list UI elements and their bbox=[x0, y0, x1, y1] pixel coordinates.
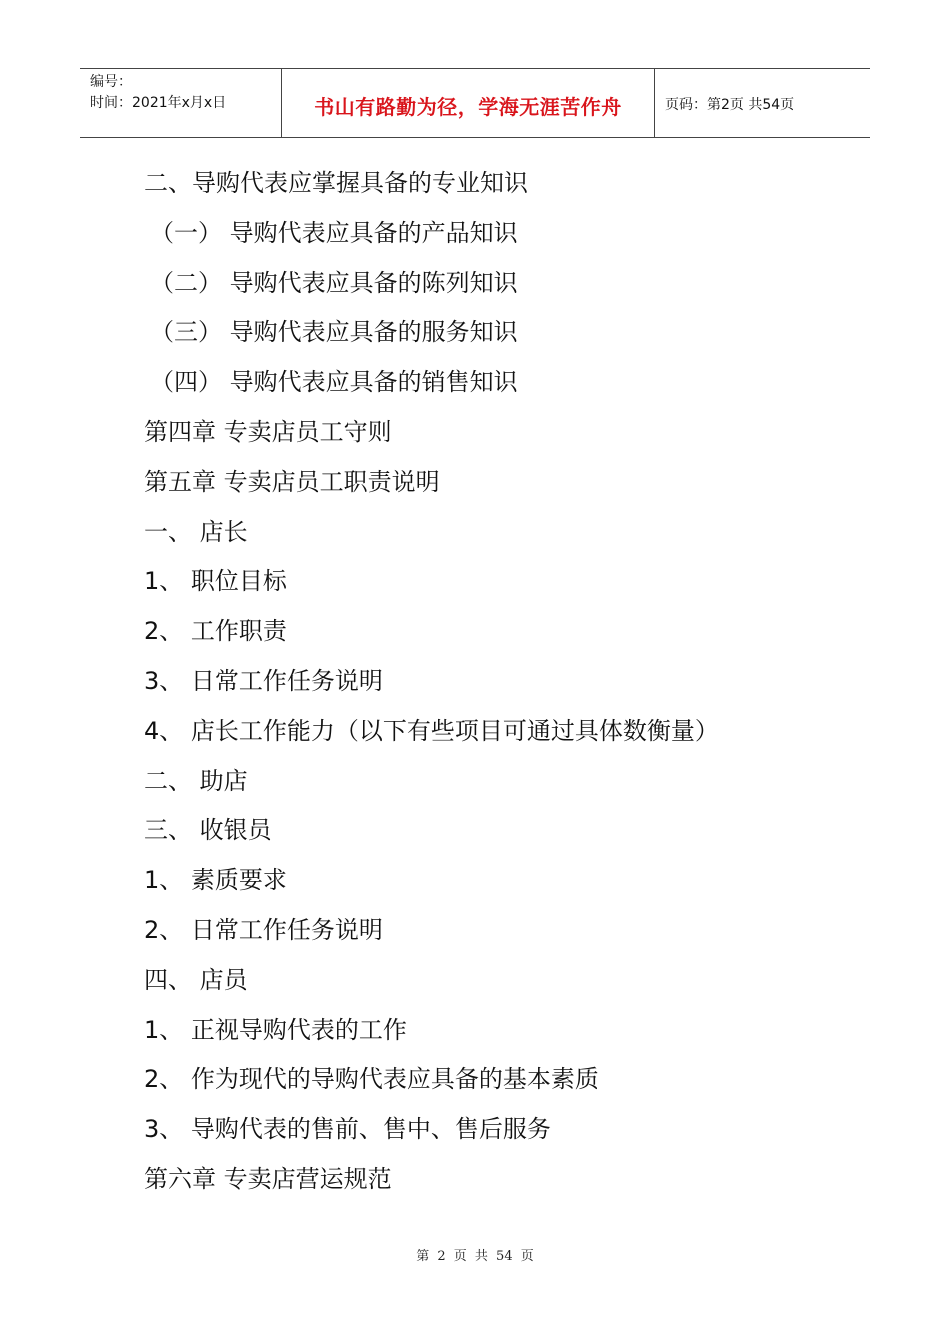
outline-line: 第六章 专卖店营运规范 bbox=[144, 1164, 392, 1193]
outline-line: 二、导购代表应掌握具备的专业知识 bbox=[144, 169, 528, 197]
outline-line: 第四章 专卖店员工守则 bbox=[144, 417, 392, 446]
doc-number-label: 编号： bbox=[90, 74, 132, 90]
page-footer bbox=[0, 1245, 950, 1264]
outline-line: 1、 素质要求 bbox=[144, 866, 287, 895]
page-info: 页码：第2页 共54页 bbox=[665, 97, 795, 113]
outline-line: 4、 店长工作能力（以下有些项目可通过具体数衡量） bbox=[144, 716, 719, 745]
outline-content bbox=[144, 162, 864, 1208]
outline-line: 一、 店长 bbox=[144, 517, 248, 546]
header-motto-cell bbox=[282, 69, 655, 137]
footer-page-number: 第 2 页 共 54 页 bbox=[416, 1249, 534, 1264]
outline-line: 2、 工作职责 bbox=[144, 617, 287, 646]
outline-line: （一） 导购代表应具备的产品知识 bbox=[150, 218, 518, 247]
outline-line: 2、 日常工作任务说明 bbox=[144, 915, 383, 944]
outline-line: 3、 导购代表的售前、售中、售后服务 bbox=[144, 1115, 551, 1144]
outline-line: 3、 日常工作任务说明 bbox=[144, 666, 383, 695]
header-left-cell bbox=[80, 69, 282, 137]
outline-line: 第五章 专卖店员工职责说明 bbox=[144, 467, 440, 496]
outline-line: 二、 助店 bbox=[144, 766, 248, 795]
outline-line: 四、 店员 bbox=[144, 965, 248, 994]
motto-text: 书山有路勤为径，学海无涯苦作舟 bbox=[314, 94, 622, 119]
outline-line: 1、 正视导购代表的工作 bbox=[144, 1015, 407, 1044]
outline-line: 三、 收银员 bbox=[144, 816, 272, 845]
header-page-cell bbox=[655, 69, 870, 137]
date-label: 时间：2021年x月x日 bbox=[90, 95, 227, 111]
page-header bbox=[80, 68, 870, 138]
outline-line: （三） 导购代表应具备的服务知识 bbox=[150, 318, 518, 347]
outline-line: 1、 职位目标 bbox=[144, 567, 287, 596]
outline-line: 2、 作为现代的导购代表应具备的基本素质 bbox=[144, 1065, 599, 1094]
outline-line: （二） 导购代表应具备的陈列知识 bbox=[150, 268, 518, 297]
outline-line: （四） 导购代表应具备的销售知识 bbox=[150, 368, 518, 397]
